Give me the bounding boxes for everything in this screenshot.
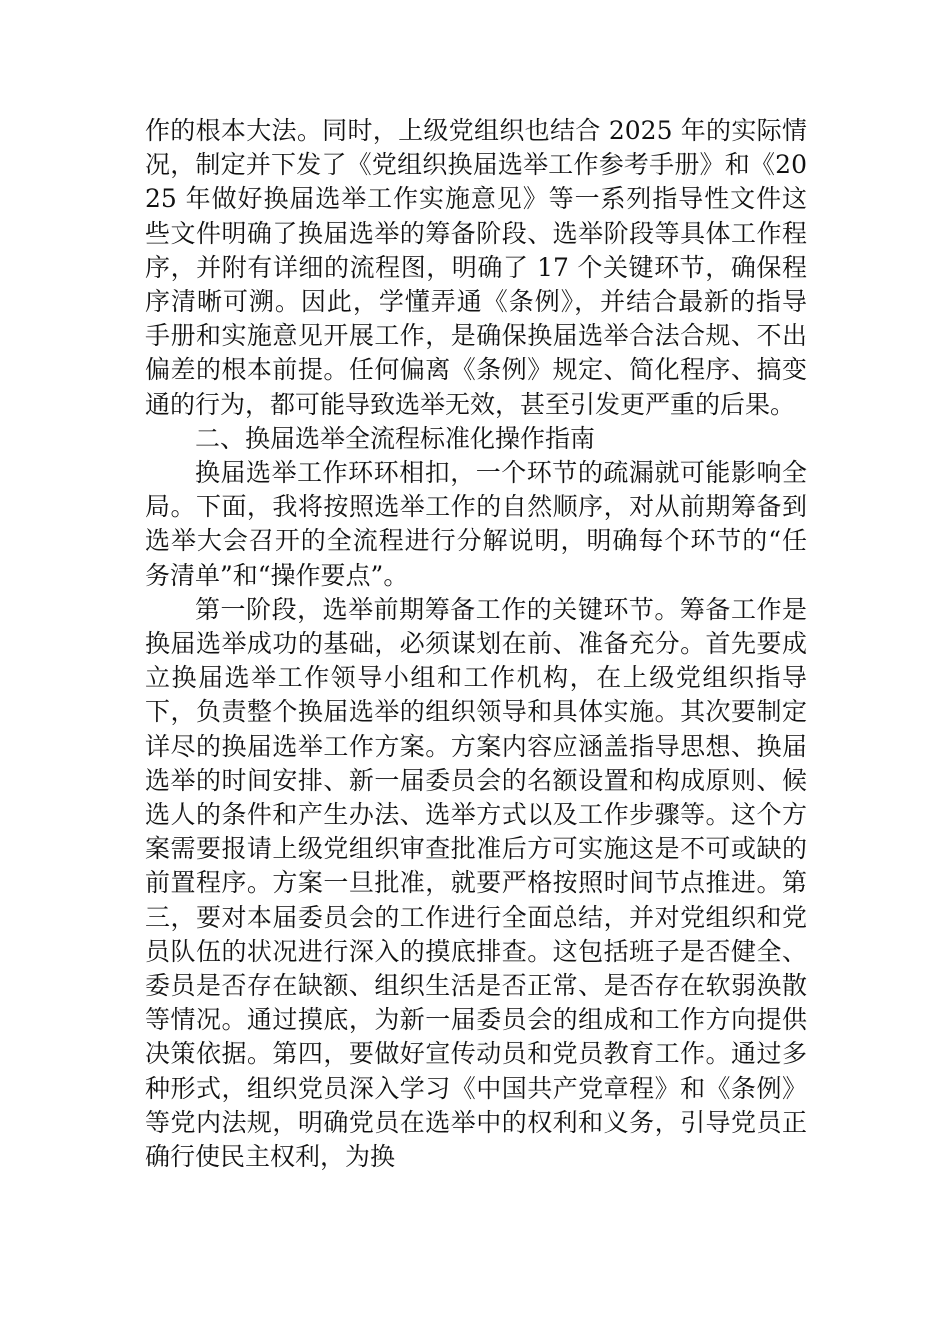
paragraph-stage-one-preparation: 第一阶段，选举前期筹备工作的关键环节。筹备工作是换届选举成功的基础，必须谋划在前、准备充分。首先要成立换届选举工作领导小组和工作机构，在上级党组织指导下，负责整个换届选举的组织领导和具体实施。其次要制定详尽的换届选举工作方案。方案内容应涵盖指导思想、换届选举的时间安排、新一届委员会的名额设置和构成原则、候选人的条件和产生办法、选举方式以及工作步骤等。这个方案需要报请上级党组织审查批准后方可实施这是不可或缺的前置程序。方案一旦批准，就要严格按照时间节点推进。第三，要对本届委员会的工作进行全面总结，并对党组织和党员队伍的状况进行深入的摸底排查。这包括班子是否健全、委员是否存在缺额、组织生活是否正常、是否存在软弱涣散等情况。通过摸底，为新一届委员会的组成和工作方向提供决策依据。第四，要做好宣传动员和党员教育工作。通过多种形式，组织党员深入学习《中国共产党章程》和《条例》等党内法规，明确党员在选举中的权利和义务，引导党员正确行使民主权利，为换 (145, 594, 807, 1172)
document-body (145, 114, 807, 1174)
paragraph-process-overview: 换届选举工作环环相扣，一个环节的疏漏就可能影响全局。下面，我将按照选举工作的自然顺序，对从前期筹备到选举大会召开的全流程进行分解说明，明确每个环节的“任务清单”和“操作要点”。 (145, 458, 807, 590)
section-heading-procedure-guide: 二、换届选举全流程标准化操作指南 (195, 423, 596, 453)
paragraph-legal-basis: 作的根本大法。同时，上级党组织也结合 2025 年的实际情况，制定并下发了《党组织换届选举工作参考手册》和《2025 年做好换届选举工作实施意见》等一系列指导性文件这些文件明确了换届选举的筹备阶段、选举阶段等具体工作程序，并附有详细的流程图，明确了 17 个关键环节，确保程序清晰可溯。因此，学懂弄通《条例》，并结合最新的指导手册和实施意见开展工作，是确保换届选举合法合规、不出偏差的根本前提。任何偏离《条例》规定、简化程序、搞变通的行为，都可能导致选举无效，甚至引发更严重的后果。 (145, 116, 807, 419)
